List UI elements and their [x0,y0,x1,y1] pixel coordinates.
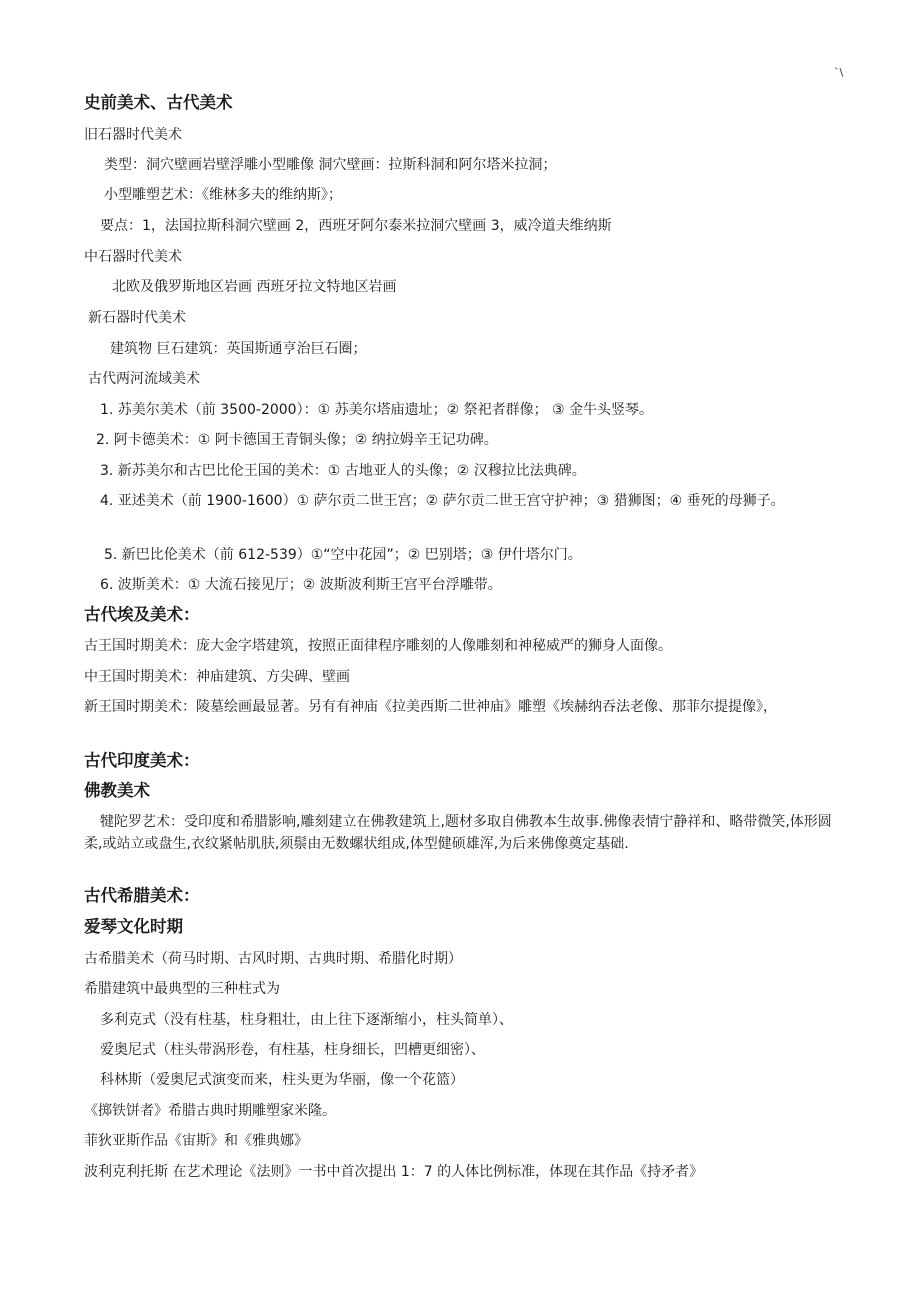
text-phidias: 菲狄亚斯作品《宙斯》和《雅典娜》 [84,1133,308,1149]
heading-greece: 古代希腊美术： [84,886,200,905]
heading-prehistoric-ancient: 史前美术、古代美术 [84,93,233,112]
text-ionic: 爱奥尼式（柱头带涡形卷，有柱基，柱身细长，凹槽更细密）、 [100,1042,485,1058]
text-greek-periods: 古希腊美术（荷马时期、古风时期、古典时期、希腊化时期） [84,951,462,967]
list-item-persia: 6. 波斯美术：① 大流石接见厅；② 波斯波利斯王宫平台浮雕带。 [100,577,502,593]
text-new-kingdom: 新王国时期美术：陵墓绘画最显著。另有有神庙《拉美西斯二世神庙》雕塑《埃赫纳吞法老像、那菲尔提提像》， [84,699,777,715]
text-doric: 多利克式（没有柱基，柱身粗壮，由上往下逐渐缩小，柱头简单）、 [100,1012,513,1028]
subheading-neolithic: 新石器时代美术 [88,310,186,326]
text-orders-intro: 希腊建筑中最典型的三种柱式为 [84,981,280,997]
text-corinthian: 科林斯（爱奥尼式演变而来，柱头更为华丽，像一个花篮） [100,1072,464,1088]
heading-buddhist-art: 佛教美术 [84,781,150,800]
list-item-neo-babylon: 5. 新巴比伦美术（前 612-539）①“空中花园”；② 巴别塔；③ 伊什塔尔门。 [104,547,582,563]
list-item-assyria: 4. 亚述美术（前 1900-1600）① 萨尔贡二世王宫；② 萨尔贡二世王宫守护神；③ 猎狮图；④ 垂死的母狮子。 [100,493,785,509]
text-neolithic: 建筑物 巨石建筑：英国斯通亨治巨石圈； [110,341,367,357]
text-old-kingdom: 古王国时期美术：庞大金字塔建筑，按照正面律程序雕刻的人像雕刻和神秘威严的狮身人面像。 [84,638,672,654]
list-item-akkad: 2. 阿卡德美术：① 阿卡德国王青铜头像；② 纳拉姆辛王记功碑。 [96,432,498,448]
text-paleo-types: 类型：洞穴壁画岩壁浮雕小型雕像 洞穴壁画：拉斯科洞和阿尔塔米拉洞； [104,157,557,173]
subheading-mesopotamia: 古代两河流域美术 [88,371,200,387]
text-mesolithic: 北欧及俄罗斯地区岩画 西班牙拉文特地区岩画 [112,279,397,295]
corner-mark: `\ [834,66,844,79]
heading-egypt: 古代埃及美术： [84,605,200,624]
text-discobolus: 《掷铁饼者》希腊古典时期雕塑家米隆。 [84,1103,336,1119]
list-item-neo-sumer: 3. 新苏美尔和古巴比伦王国的美术：① 古地亚人的头像；② 汉穆拉比法典碑。 [100,463,586,479]
text-polykleitos: 波利克利托斯 在艺术理论《法则》一书中首次提出 1：7 的人体比例标准，体现在其作品《持矛者》 [84,1164,704,1180]
text-middle-kingdom: 中王国时期美术：神庙建筑、方尖碑、壁画 [84,669,350,685]
subheading-paleolithic: 旧石器时代美术 [84,127,182,143]
text-gandhara: 犍陀罗艺术：受印度和希腊影响,雕刻建立在佛教建筑上,题材多取自佛教本生故事.佛像表情宁静祥和、略带微笑,体形圆柔,或站立或盘生,衣纹紧帖肌肤,须鬃由无数螺状组成,体型健硕雄浑,为后来佛像奠定基础. [84,814,832,852]
heading-aegean: 爱琴文化时期 [84,917,183,936]
heading-india: 古代印度美术： [84,751,200,770]
list-item-sumer: 1. 苏美尔美术（前 3500-2000）：① 苏美尔塔庙遗址；② 祭祀者群像； ③ 金牛头竖琴。 [100,402,654,418]
subheading-mesolithic: 中石器时代美术 [84,249,182,265]
text-paleo-keypoints: 要点：1，法国拉斯科洞穴壁画 2，西班牙阿尔泰米拉洞穴壁画 3，威冷道夫维纳斯 [100,218,612,234]
text-paleo-sculpture: 小型雕塑艺术：《维林多夫的维纳斯》； [104,187,342,203]
